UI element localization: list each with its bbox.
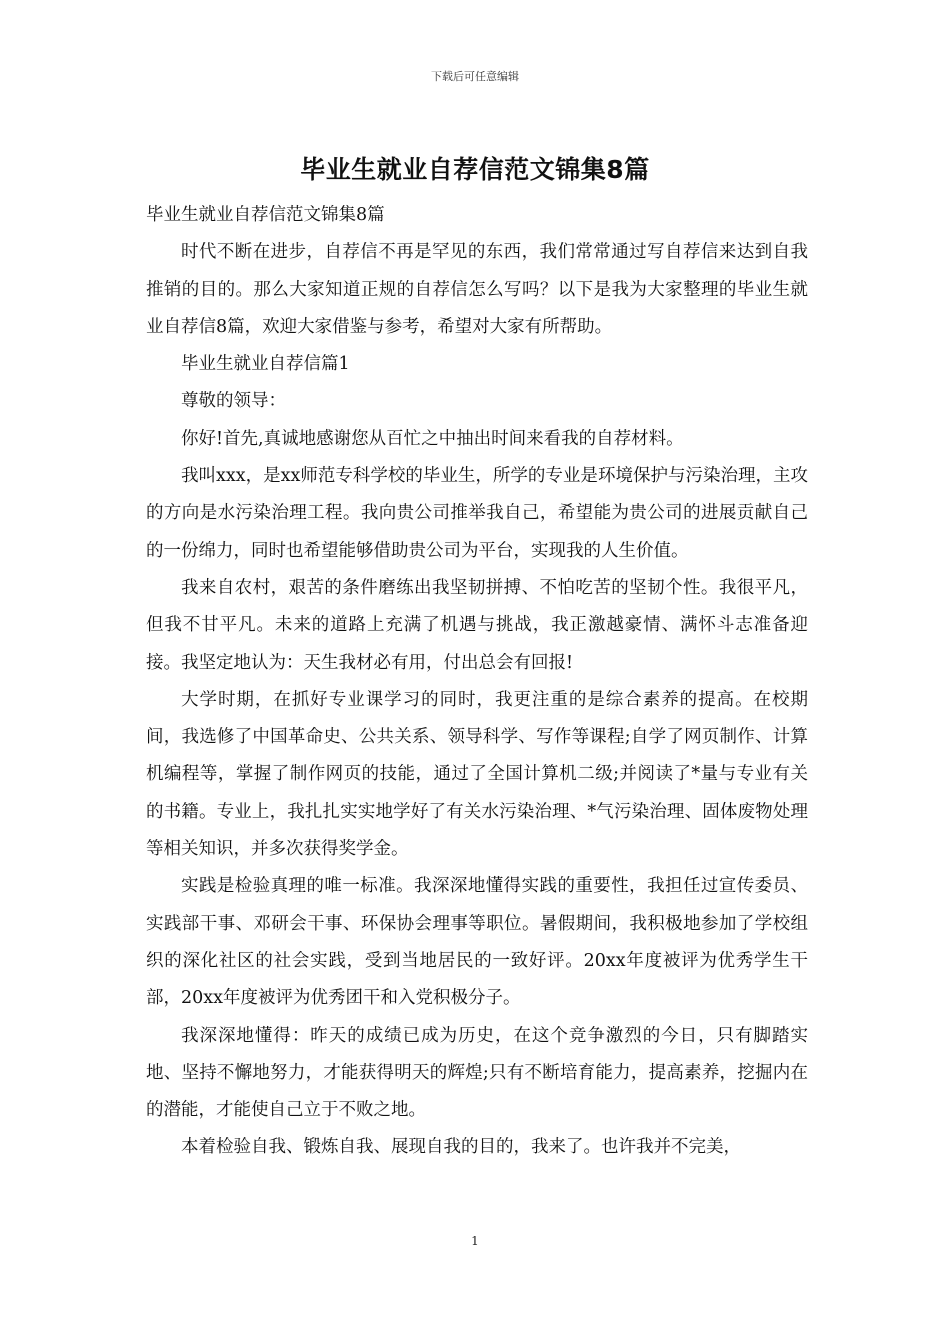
body-paragraph: 我叫xxx，是xx师范专科学校的毕业生，所学的专业是环境保护与污染治理，主攻的方向是水污染治理工程。我向贵公司推举我自己，希望能为贵公司的进展贡献自己的一份绵力，同时也希望能够借助贵公司为平台，实现我的人生价值。 <box>146 466 808 561</box>
body-paragraph: 我来自农村，艰苦的条件磨练出我坚韧拼搏、不怕吃苦的坚韧个性。我很平凡，但我不甘平凡。未来的道路上充满了机遇与挑战，我正激越豪情、满怀斗志准备迎接。我坚定地认为：天生我材必有用，付出总会有回报! <box>146 577 808 673</box>
section-heading: 毕业生就业自荐信篇1 <box>181 354 350 375</box>
body-paragraph: 大学时期，在抓好专业课学习的同时，我更注重的是综合素养的提高。在校期间，我选修了中国革命史、公共关系、领导科学、写作等课程;自学了网页制作、计算机编程等，掌握了制作网页的技能，通过了全国计算机二级;并阅读了*量与专业有关的书籍。专业上，我扎扎实实地学好了有关水污染治理、*气污染治理、固体废物处理等相关知识，并多次获得奖学金。 <box>146 689 808 860</box>
document-body <box>146 197 808 1167</box>
intro-paragraph: 时代不断在进步，自荐信不再是罕见的东西，我们常常通过写自荐信来达到自我推销的目的。那么大家知道正规的自荐信怎么写吗？以下是我为大家整理的毕业生就业自荐信8篇，欢迎大家借鉴与参考，希望对大家有所帮助。 <box>146 242 808 337</box>
body-paragraph: 本着检验自我、锻炼自我、展现自我的目的，我来了。也许我并不完美， <box>181 1137 741 1158</box>
subtitle-line: 毕业生就业自荐信范文锦集8篇 <box>146 205 385 225</box>
salutation: 尊敬的领导： <box>181 391 286 412</box>
greeting-paragraph: 你好!首先,真诚地感谢您从百忙之中抽出时间来看我的自荐材料。 <box>181 428 684 449</box>
document-title: 毕业生就业自荐信范文锦集8篇 <box>300 155 650 184</box>
header-note: 下载后可任意编辑 <box>431 70 519 83</box>
page-number: 1 <box>471 1234 479 1248</box>
body-paragraph: 我深深地懂得：昨天的成绩已成为历史，在这个竞争激烈的今日，只有脚踏实地、坚持不懈地努力，才能获得明天的辉煌;只有不断培育能力，提高素养，挖掘内在的潜能，才能使自己立于不败之地。 <box>146 1025 808 1121</box>
body-paragraph: 实践是检验真理的唯一标准。我深深地懂得实践的重要性，我担任过宣传委员、实践部干事、邓研会干事、环保协会理事等职位。暑假期间，我积极地参加了学校组织的深化社区的社会实践，受到当地居民的一致好评。20xx年度被评为优秀学生干部，20xx年度被评为优秀团干和入党积极分子。 <box>146 876 808 1009</box>
